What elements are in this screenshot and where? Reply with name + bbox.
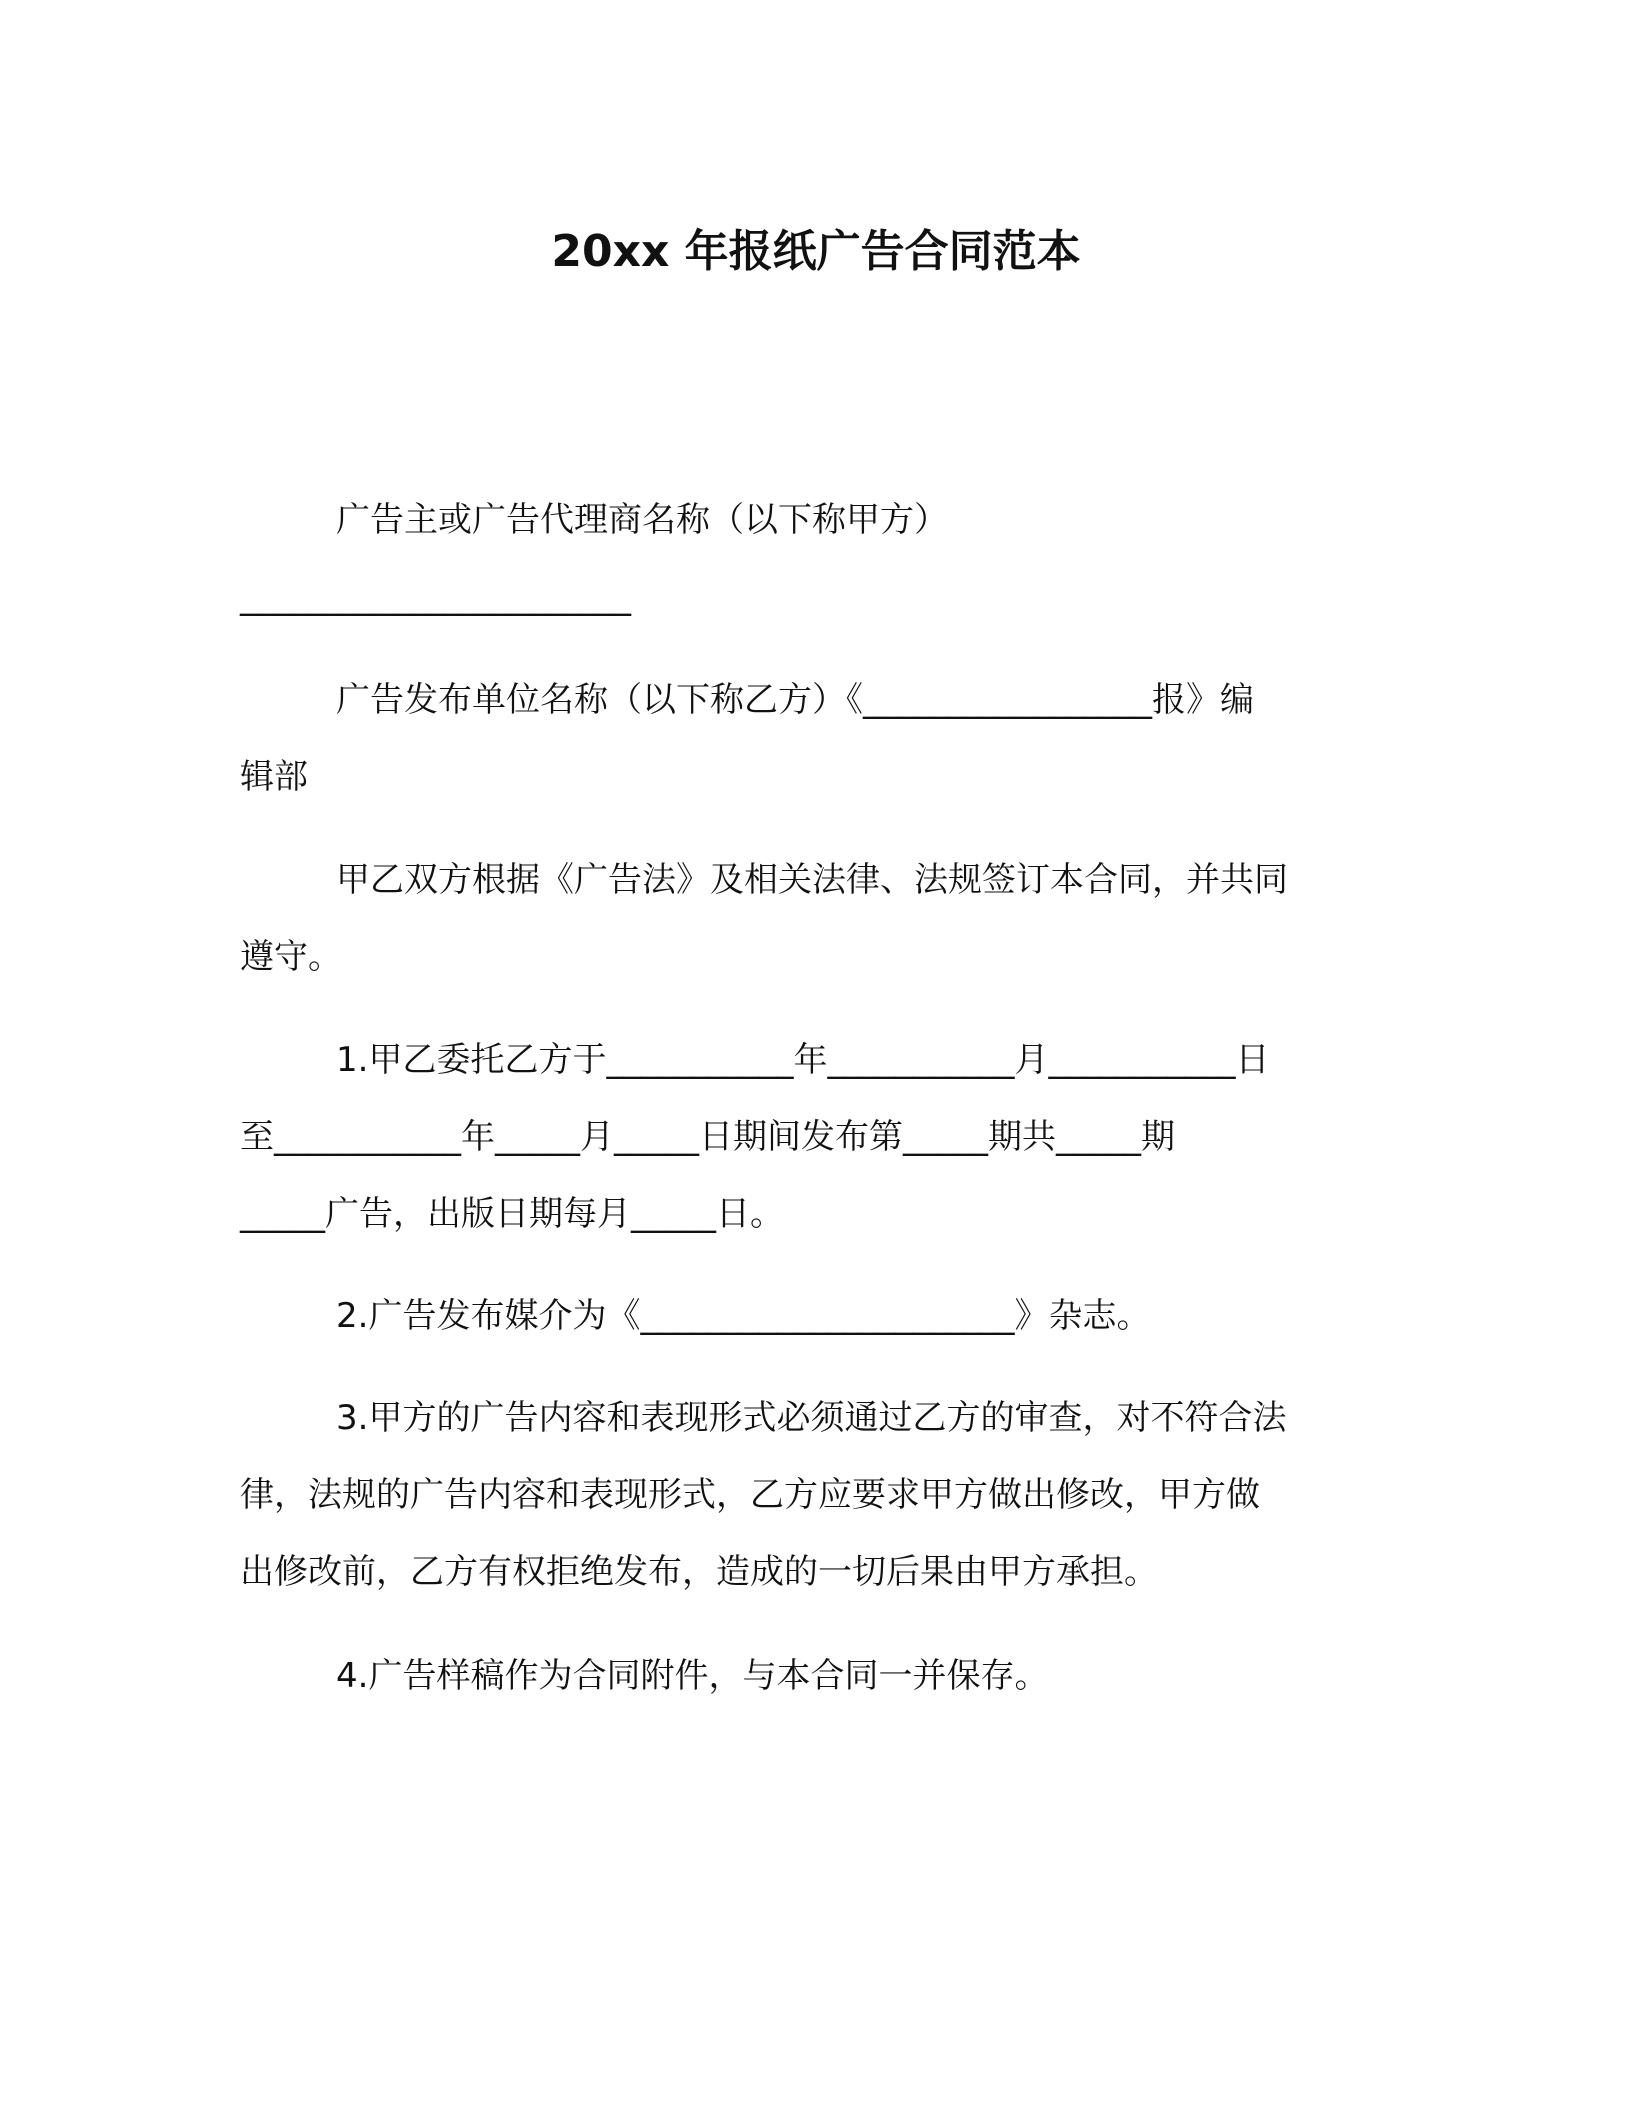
clause-3 [240, 1380, 1378, 1611]
clause-2-line-1: 2.广告发布媒介为《______________________》杂志。 [336, 1296, 1151, 1336]
basis-line-2: 遵守。 [240, 937, 342, 977]
party-a-blank: _______________________ [240, 577, 631, 617]
party-b-line-1: 广告发布单位名称（以下称乙方）《_________________报》编 [336, 680, 1254, 720]
party-b-line-2: 辑部 [240, 757, 308, 797]
clause-3-line-2: 律，法规的广告内容和表现形式，乙方应要求甲方做出修改，甲方做 [240, 1475, 1260, 1515]
document-title: 20xx 年报纸广告合同范本 [551, 226, 1081, 277]
clause-2 [240, 1278, 1378, 1355]
clause-1 [240, 1022, 1378, 1253]
paragraph-basis [240, 842, 1378, 996]
clause-1-line-2: 至___________年_____月_____日期间发布第_____期共_____期 [240, 1117, 1175, 1157]
clause-3-line-3: 出修改前，乙方有权拒绝发布，造成的一切后果由甲方承担。 [240, 1552, 1158, 1592]
clause-1-line-3: _____广告，出版日期每月_____日。 [240, 1194, 784, 1234]
clause-1-line-1: 1.甲乙委托乙方于___________年___________月___________日 [336, 1040, 1270, 1080]
basis-line-1: 甲乙双方根据《广告法》及相关法律、法规签订本合同，并共同 [336, 860, 1288, 900]
party-a-label: 广告主或广告代理商名称（以下称甲方） [336, 500, 948, 540]
clause-3-line-1: 3.甲方的广告内容和表现形式必须通过乙方的审查，对不符合法 [336, 1398, 1287, 1438]
paragraph-party-a [240, 482, 1378, 636]
clause-4 [240, 1638, 1378, 1715]
paragraph-party-b [240, 662, 1378, 816]
clause-4-line-1: 4.广告样稿作为合同附件，与本合同一并保存。 [336, 1656, 1049, 1696]
